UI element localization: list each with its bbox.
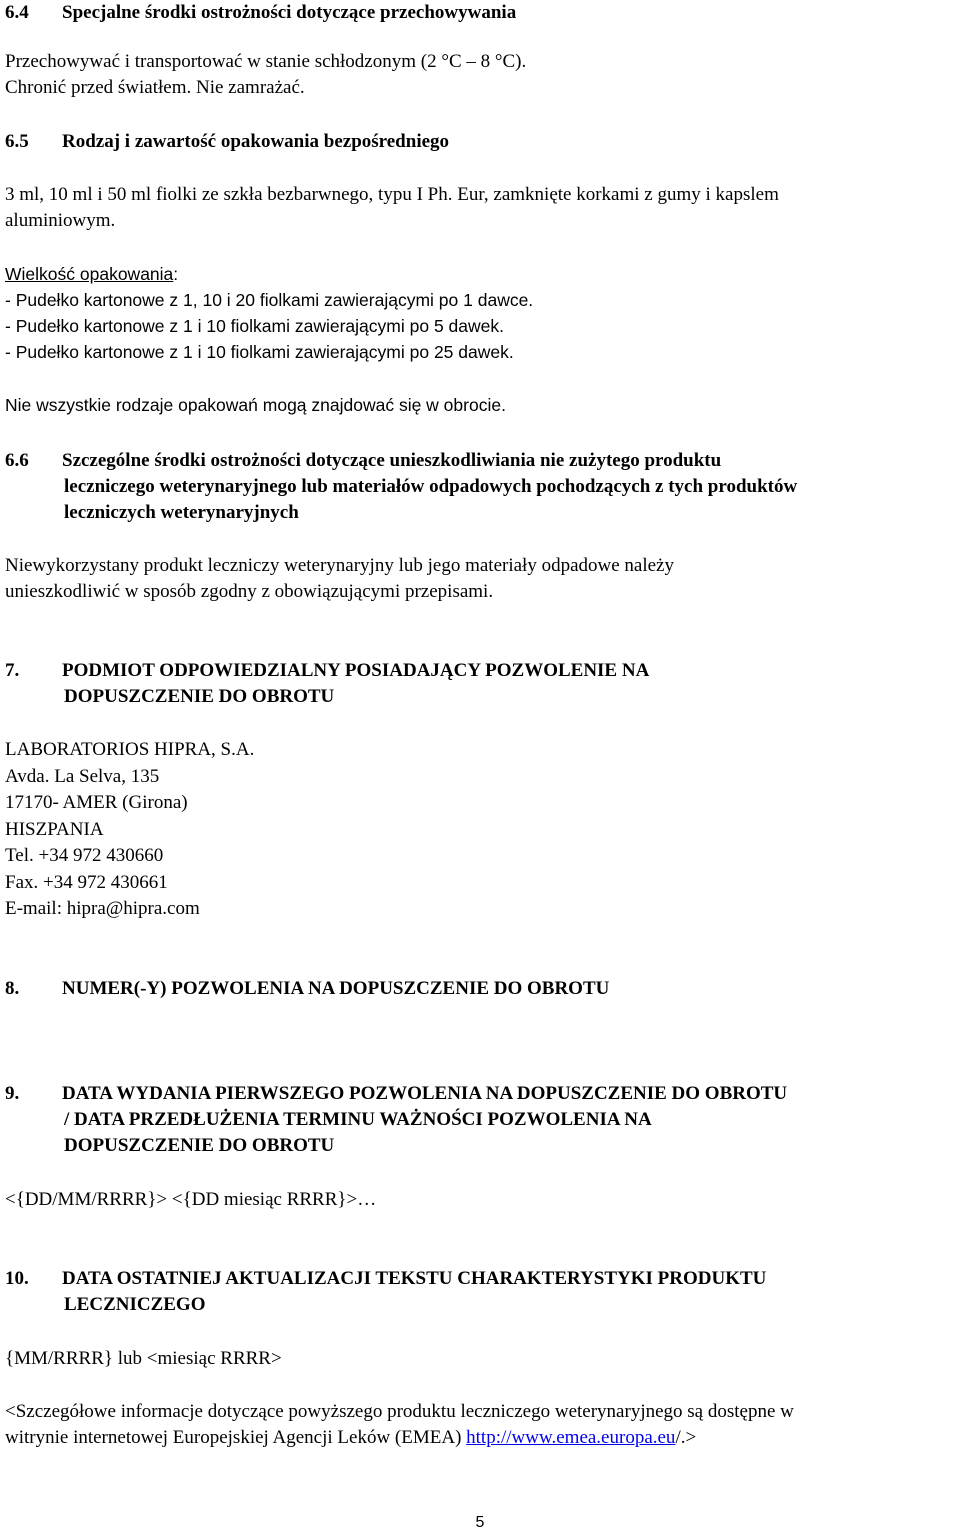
pack-item-3: - Pudełko kartonowe z 1 i 10 fiolkami zawierającymi po 25 dawek. — [5, 342, 514, 362]
address-company: LABORATORIOS HIPRA, S.A. — [5, 739, 255, 760]
pack-item-2: - Pudełko kartonowe z 1 i 10 fiolkami zawierającymi po 5 dawek. — [5, 316, 504, 336]
storage-line-1: Przechowywać i transportować w stanie schłodzonym (2 °C – 8 °C). — [5, 51, 527, 72]
revision-date-placeholder: {MM/RRRR} lub <miesiąc RRRR> — [5, 1348, 282, 1369]
page-number: 5 — [475, 1514, 485, 1531]
section-number: 6.4 — [5, 2, 29, 23]
section-title-line-2: leczniczego weterynaryjnego lub materiałów odpadowych pochodzących z tych produktów — [64, 476, 798, 497]
section-title-line-1: Szczególne środki ostrożności dotyczące unieszkodliwiania nie zużytego produktu — [62, 450, 722, 471]
section-title-line-1: PODMIOT ODPOWIEDZIALNY POSIADAJĄCY POZWOLENIE NA — [62, 660, 650, 681]
section-title: Specjalne środki ostrożności dotyczące przechowywania — [62, 2, 517, 23]
section-number: 10. — [5, 1268, 29, 1289]
section-number: 8. — [5, 978, 20, 999]
authorisation-date-placeholder: <{DD/MM/RRRR}> <{DD miesiąc RRRR}>… — [5, 1189, 377, 1210]
section-8-heading — [5, 976, 609, 1002]
section-6-4-heading — [5, 0, 516, 26]
container-line-1: 3 ml, 10 ml i 50 ml fiolki ze szkła bezbarwnego, typu I Ph. Eur, zamknięte korkami z gumy i kapslem — [5, 184, 779, 205]
address-email: E-mail: hipra@hipra.com — [5, 898, 200, 919]
section-number: 7. — [5, 660, 20, 681]
section-10-heading — [5, 1266, 766, 1292]
section-7-heading — [5, 658, 649, 684]
info-line-2 — [5, 1425, 696, 1451]
section-number: 9. — [5, 1083, 20, 1104]
section-9-heading — [5, 1081, 787, 1107]
section-title-line-2: LECZNICZEGO — [64, 1294, 206, 1315]
emea-website-link[interactable]: http://www.emea.europa.eu — [466, 1427, 676, 1448]
pack-item-1: - Pudełko kartonowe z 1, 10 i 20 fiolkami zawierającymi po 1 dawce. — [5, 290, 534, 310]
info-line-1: <Szczegółowe informacje dotyczące powyższego produktu leczniczego weterynaryjnego są dostępne w — [5, 1401, 794, 1422]
container-line-2: aluminiowym. — [5, 210, 116, 231]
address-street: Avda. La Selva, 135 — [5, 766, 160, 787]
section-title-line-2: / DATA PRZEDŁUŻENIA TERMINU WAŻNOŚCI POZWOLENIA NA — [64, 1109, 652, 1130]
pack-size-label-text: Wielkość opakowania — [5, 264, 174, 284]
address-fax: Fax. +34 972 430661 — [5, 872, 168, 893]
info-line-2-end: /.> — [675, 1427, 697, 1448]
pack-size-label — [5, 261, 178, 287]
section-6-6-heading — [5, 448, 721, 474]
section-title: Rodzaj i zawartość opakowania bezpośredniego — [62, 131, 450, 152]
section-title-line-3: DOPUSZCZENIE DO OBROTU — [64, 1135, 335, 1156]
section-number: 6.6 — [5, 450, 29, 471]
address-city: 17170- AMER (Girona) — [5, 792, 188, 813]
disposal-line-1: Niewykorzystany produkt leczniczy weterynaryjny lub jego materiały odpadowe należy — [5, 555, 674, 576]
address-country: HISZPANIA — [5, 819, 104, 840]
disposal-line-2: unieszkodliwić w sposób zgodny z obowiązującymi przepisami. — [5, 581, 494, 602]
address-phone: Tel. +34 972 430660 — [5, 845, 164, 866]
section-title-line-1: DATA WYDANIA PIERWSZEGO POZWOLENIA NA DOPUSZCZENIE DO OBROTU — [62, 1083, 788, 1104]
section-title: NUMER(-Y) POZWOLENIA NA DOPUSZCZENIE DO OBROTU — [62, 978, 610, 999]
section-title-line-1: DATA OSTATNIEJ AKTUALIZACJI TEKSTU CHARAKTERYSTYKI PRODUKTU — [62, 1268, 767, 1289]
info-line-2-text: witrynie internetowej Europejskiej Agencji Leków (EMEA) — [5, 1427, 467, 1448]
storage-line-2: Chronić przed światłem. Nie zamrażać. — [5, 77, 305, 98]
section-title-line-2: DOPUSZCZENIE DO OBROTU — [64, 686, 335, 707]
section-6-5-heading — [5, 129, 449, 155]
pack-note: Nie wszystkie rodzaje opakowań mogą znajdować się w obrocie. — [5, 395, 506, 415]
section-title-line-3: leczniczych weterynaryjnych — [64, 502, 299, 523]
section-number: 6.5 — [5, 131, 29, 152]
pack-size-colon: : — [173, 264, 179, 284]
